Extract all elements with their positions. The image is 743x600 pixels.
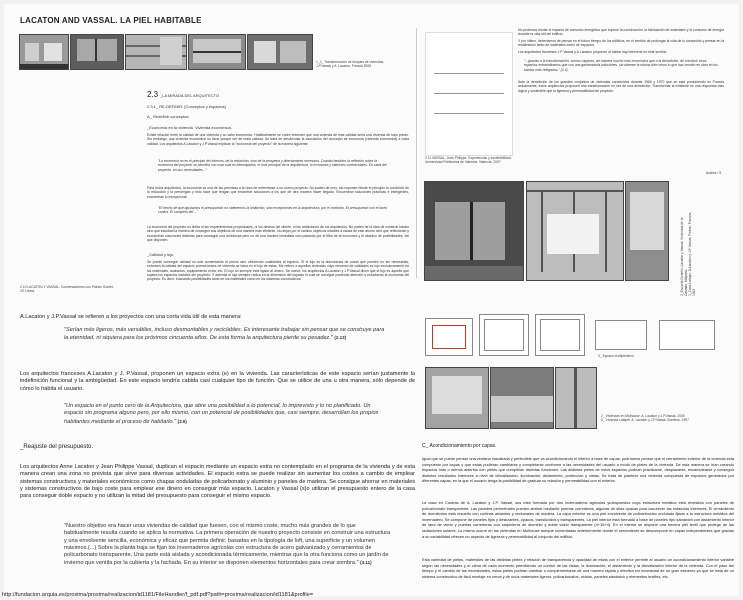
floor-plan-3 (535, 314, 585, 356)
section-paragraph-2: Para estos arquitectos, la economía va una de las premisas a la hora de enfrentarse a un nuevo proyecto. No parten de cero, sin imponen desde el principio la condición de la reducción y la prevengan y esto hace que tengan que encontrar soluciones a los que de otra manera hacer llegado. Encuentran soluciones prácticas e inteligentes, encuentran lo excepcional. (147, 186, 409, 199)
quote-2-ref: (3.6) (177, 418, 187, 424)
building-photo-4 (188, 34, 246, 70)
intro-text: A.Lacaton y J.P.Vassal se refieren a los proyectos con una corta vida útil de esta manera: (20, 314, 242, 320)
floor-plan-red (425, 318, 473, 356)
subsection-3: _Economía en la vivienda. Vivienda económica. (147, 125, 232, 130)
section-paragraph-3: La economía del proyecto no limita ni las requerimientos proyectuales, ni los deseos del cliente, ni las ambiciones de los arquitectos. No parten de la idea de construir barato sino que estudian la manera de conseguir sus objetivos de una manera más eficiente. No dejan por el camino objetivos iniciales a causa de este ahorro sino que reflexionan y encuentran soluciones distintas para conseguir una ambiciosa pero no de una manera inmediata sino pasando por el filtro de la economía y el abanico de posibilidades, del que disponen. (147, 225, 409, 242)
source-url[interactable]: http://fundacion.arquia.es/proxima/proxima/realizacion/id1181/FileHandler/f_pdf.pdf?path=proxima/realizacion/id1181&profile= (2, 592, 314, 598)
floor-plan-2 (479, 314, 529, 356)
paragraph-extra-space: Los arquitectos franceses A.Lacaton y J. P.Vassal, proponen un espacio extra (e) en la vivienda. Las características de este espacio serían justamente la indefinición funcional y la ambigüedad. En este espacio tendría cabida casi cualquier tipo de función. Que se utilice de una u otra manera, sólo depende de cómo lo habita el usuario. (20, 371, 415, 392)
section-drawing-2 (659, 320, 715, 350)
subsection-2: A_ Redefinir conceptos: (147, 114, 190, 119)
paragraph-budget: Los arquitectos Anne Lacaton y Jean Philippe Vassal, duplican el espacio mediante un espacio extra no contemplado en el programa de la vivienda y de esta manera crean una zona no prevista que sirve para diversas actividades. El espacio extra se puede realizar sin aumentar los costes a cambio de emplear sistemas constructivos y materiales económicos como chapas onduladas de policarbonato y aluminio y paneles de madera. Se consigue ahorrar en materiales y sistemas constructivos de bajo coste para emplear ese dinero en conseguir más espacio. Lacaton y Vassal (s)o utilizan el presupuesto entero de la casa para conseguir doble espacio y no utilizan la mitad del presupuesto para conseguir el mismo espacio. (20, 464, 415, 500)
subsection-1: 2.3.1_ RE-DEFINIR. [Conceptos y espacios] (147, 104, 226, 109)
quote-2-text: "Un espacio en el punto cero de la Arquitectura, que abre una posibilidad a lo potencial, lo imprevisto y lo no planificado. Un espacio sin programa alguno pero, por ello mismo, con un potencial de posibilidades que, casi siempre, desarrollan los propios habitantes mediante el proceso de habitarlo." (64, 403, 379, 425)
quote-3-text: "Nuestro objetivo era hacer unas viviendas de calidad que fuesen, con el mismo coste, mucho más grandes de lo que habitualmente resulta cuando se aplica la normativa. La primera operación de nuestro proyecto consiste en construir una estructura y una envolvente sencilla, económica y eficaz que permita definir, basadas en la tipología de loft, una superficie y un volumen máximos.(...) Sobre la planta baja se fijan los invernaderos agrícolas con estructura de acero galvanizado y cerramientos de policarbonato transparente. Una parte está aislada y acondicionada térmicamente, mientras que la otra funciona como un jardín de invierno que ventila por la cubierta y la fachada. En su interior se disponen elementos horizontales para crear sombra." (64, 523, 391, 567)
quote-1 (64, 327, 389, 343)
quote-3 (64, 523, 391, 568)
plan-drawing-1 (425, 32, 513, 156)
paragraph-layers-1: Igual que se puede pensar una ventana inacabada y perfectible que va acondicionando el interior a base de capas, podríamos pensar que el cerramiento exterior de la vivienda esta compuesto por capas y que estas pudieran cambiarse y completarse conforme a las necesidades del usuario a modo de pieles de la vivienda. De esta manera se irían creando espacios más o menos abiertos con pieles que cumplirían distintas funciones. Las distintas pieles de estos espacios podrían practicarse, desplazarse, escamotearse y conseguir distintos resultados interiores a nivel de climatización, iluminación, aislamiento, protección y vistas. Se trata de plantear una vivienda compuesta de espacios generados por diferentes capas, en la que el usuario tenga la posibilidad de graduar su relación y permeabilidad con el exterior. (422, 456, 734, 484)
quote-1-ref: (2.13) (334, 335, 347, 341)
paragraph-layers-2: La casa en Coutras de A. Lacaton y J.P. Vassal, sus está formada por dos invernaderos agrícolas yuxtapuestos cuya estructura metálica está revestida con paneles de policarbonato transparente. Las paredes perimetrales pueden abrirse mediante puertas correderas, algunas de ellas opacas para oscurecer las estancias interiores. El cerramiento de dormitorios está resuelto con cortinas aislantes y ventanales de madera. La capa exterior es una piel envolvente de policarbonato ondulado fijado a la estructura metálica del invernadero. Se compone de paneles fijos y deslizantes, opacos, translúcidos y transparentes. La piel interior está formada a base de paneles tipo sándwich con aislamiento interior de lana de vidrio y puertas correderas con carpintería de aluminio y doble vidrio transparente (4+16+4). En el interior se dispone una tercera piel textil que protege de las radiaciones solares. Lo mismo ocurre en las viviendas en Mulhouse aunque comentadas anteriormente donde el cerramiento se descompone en capas independientes que gracias a su variabilidad ofrecen un aspecto de ligereza y permeabilidad al conjunto del edificio. (422, 500, 734, 539)
section-quote-1: "La economía no es el principio del interiors, de la reducción, sino de la prosperia y directamente necesaria. Cuando también, la reflexión sobre la economía del proyecto se permitía con usar cual es intencipados, el rival principal de la arquitectura, la economía y intereses contractuales. En cada del proyecto, en sus necesidades..." (158, 159, 387, 172)
mulhouse-photo-2 (490, 367, 554, 429)
greenhouse-photo (526, 181, 624, 281)
section-title: _LA MIRADA DEL ARQUITECTO (160, 93, 220, 98)
building-photo-5 (247, 34, 313, 70)
figure-caption-2-11: 2.11 VASSAL, Jean-Philippe. Experiencias y sostenibilidad. Universidad Politécnica de Valencia. Valencia, 2007 (425, 156, 512, 164)
left-figure (19, 94, 134, 284)
quote-1-text: "Serían más ligeros, más versátiles, incluso desmontables y reciclables. Es interesante trabajar sin pensar que se construye para la eternidad, ni siquiera para los próximos cincuenta años. De esta forma la arquitectura pierde su pesadez." (64, 327, 385, 342)
page-reference: Arabes / 9 (706, 171, 722, 175)
plans-caption: 3_ Espace multiple/servi (598, 354, 634, 358)
section-budget: _Reajuste del presupuesto. (20, 444, 94, 450)
right-paragraph-3: Los arquitectos franceses J.P Vassal y A.Lacaton proponen al hablar hay intervenir en este sentido. (518, 50, 668, 54)
section-quote-2: "El hecho de que ajustamos el presupuesto no obtenemos la limitación, sino excepciones en la arquitectura, por el contrario. El presupuesto con el buen control. El completo del ..." (158, 206, 387, 215)
subsection-4: _Calidad y lujo. (147, 252, 175, 257)
right-paragraph-1: No podemos eludar el impacto de consumo energético que supone la construcción, la fabricación de materiales y el consumo de energía durante la vida útil del edificio. (518, 28, 724, 37)
interior-photo (625, 181, 669, 281)
house-photo-latapie (424, 181, 524, 281)
section-paragraph-1: Existe relación entre la calidad de una vivienda y su valor económico. Habitualmente se cobre entender que una vivienda de más calidad sería una vivienda de bajo precio. Sin embargo, una vivienda económica no tiene porque ser de mala calidad. Se trata de desvincular la asociación del concepto de economía (vivienda económica) a mala calidad. Los arquitectos A.Lacaton y J.P.Vassal explican la "economía del proyecto" de la manera siguiente: (147, 133, 409, 146)
building-photo-3 (125, 34, 187, 70)
building-photo-2 (70, 34, 124, 70)
top-photo-caption: 1_2_ Transformación de bloques de viviendas. J.P.Vassal y A. Lacaton. Francia 2008 (316, 60, 385, 68)
right-paragraph-4: Ante la demolición de los grandes conjuntos de viviendas construidos durante 1960 y 1970 que se está produciendo en Francia actualmente, estos arquitectos proponen una transformación en vez de una demolición. Transformar la existente es una respuesta más lógica y sostenible que la ligereza y permeabilidad del proyecto. (518, 80, 724, 93)
column-divider (416, 28, 417, 278)
right-paragraph-2: Y por último, deberíamos de pensar en el futuro tiempo de los edificios, en el sentido de prolongar la vida de lo construido y pensar en la reutilización tanto de materiales como de espacios. (518, 39, 724, 48)
poster-title: LACATON AND VASSAL. LA PIEL HABITABLE (20, 16, 202, 25)
building-photo-1 (19, 34, 69, 70)
photo-caption-right: 2_Escuela Gebelin, Lacaton y Vassal. Viviendas de la Calvade, Malpaso. 3_Casa Latapie, A.Lacaton y J.P Vassal. Floirac, Francia, 1993 (680, 212, 696, 296)
paragraph-layers-3: Esta variedad de pieles, materiales de las distintas pieles y relación de transparencia y opacidad de estas con el exterior permite al usuario un acondicionamiento interior variable según las necesidades y el clima de cada momento permitiendo un control de las vistas, la iluminación, el aislamiento y la climatización interior de la vivienda. Con el paso del tiempo y el cambio de las necesidades, estas pieles podrían cambiar o complementarse de una manera rápida y efectiva sin necesidad de un gran esfuerzo ya que se trata de un sistema constructivo de fácil montaje en cerca y de unos materiales ligeros: policarbonatos, vidrios, paneles sándwich y elementos textiles, etc. (422, 557, 734, 579)
mulhouse-photo-3 (555, 367, 597, 429)
right-quote: "...gracias a la transformación, somos capaces, de manera mucho más económica que a la demolición, de construir vivos espacios extraordinarios que con una gastronomía soluciones, sin obtener la misma bién como lo que has servido en obra en los barrios más relegados." (2,4) (524, 59, 718, 72)
quote-2 (64, 403, 389, 426)
section-number: 2.3 (147, 90, 159, 99)
plans-caption-2: 2_ Viviendas en Mulhouse. A. Lacaton y J.P.Vassal. 2005 3_ Vivienda Latapie. A. Lacaton y J.P.Vassal. Burdeos. 1997 (601, 414, 689, 422)
section-drawing-1 (595, 320, 647, 350)
left-figure-caption: 2.10 LACATON Y VASSAL. Conversaciones con Patrice Goulet. 2G Libros (20, 285, 114, 293)
section-paragraph-4: Se puede conseguir calidad no solo aumentando el precio sino ofreciendo cualidades al espacio. Si el lujo es la abundancia de cosas que pueden no ser necesarias, entonces la calidad del espacio promocionera de vivienda se basa en el lujo de estas. Me refiero a aquellos viviendas cuyo remanso de calidades es lujo exclusivamente en los materiales, acabados, equipamiento extra, etc. El lujo no siempre está ligado al dinero. De nuevo, los arquitectos A.Lacaton y J.P.Vassal dicen que el lujo es aquello que supera los espacios iniciales del proyecto. Y además el lujo siempre radica en la dimensión del espacio lo cual se consigue poniendo atención y estudiando la economía del proyecto. Es decir, buscando posibilidades tanto en los materiales como en los sistemas constructivos. (147, 260, 409, 282)
section-layers: C_ Acondicionamiento por capas. (422, 443, 497, 449)
quote-3-ref: (3.11) (360, 560, 372, 566)
mulhouse-photo-1 (425, 367, 489, 429)
poster-sheet (4, 4, 739, 596)
